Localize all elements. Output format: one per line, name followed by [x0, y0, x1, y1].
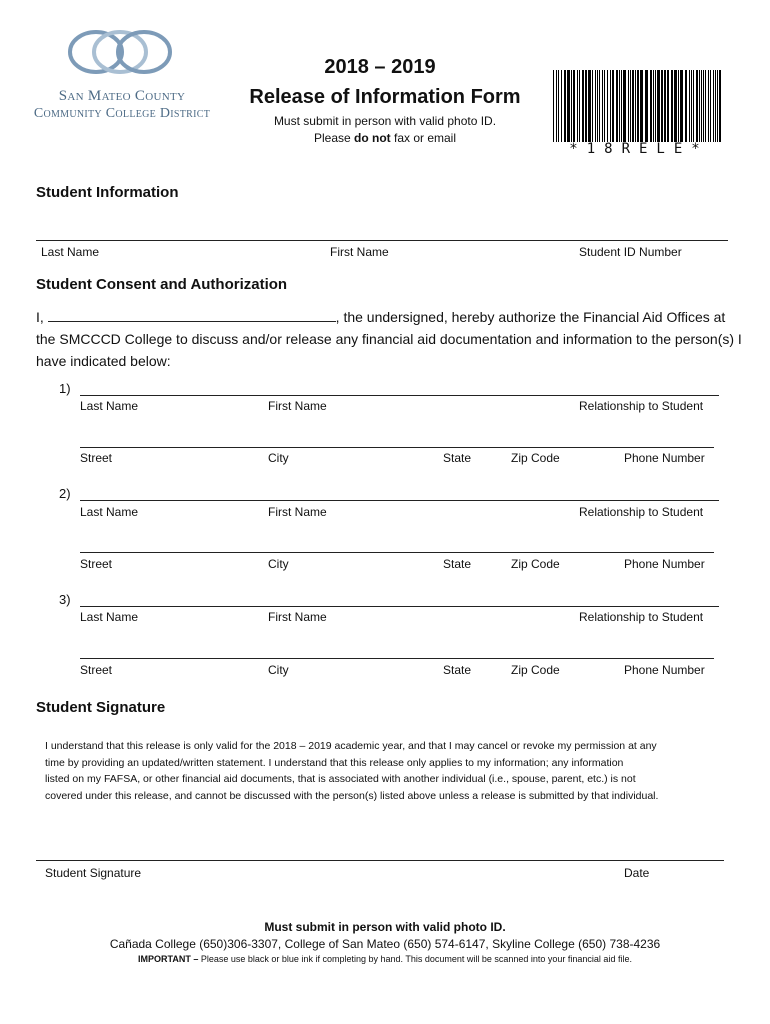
entry-1-phone-label: Phone Number [624, 451, 705, 465]
entry-1-city-label: City [268, 451, 289, 465]
important-bold: IMPORTANT – [138, 954, 201, 964]
entry-2-address-line[interactable] [80, 552, 714, 553]
student-info-line[interactable] [36, 240, 728, 241]
form-subtitle-2 [240, 131, 530, 145]
entry-1-first-name-label: First Name [268, 399, 327, 413]
entry-2-last-name-label: Last Name [80, 505, 139, 519]
entry-3-street-label: Street [80, 663, 113, 677]
consent-name-blank[interactable] [48, 307, 336, 322]
entry-1-last-name-label: Last Name [80, 399, 139, 413]
entry-2-relationship-label: Relationship to Student [579, 505, 704, 519]
entry-1-address-line[interactable] [80, 447, 714, 448]
entry-3-state-label: State [443, 663, 472, 677]
form-subtitle-1: Must submit in person with valid photo ID. [273, 114, 497, 128]
entry-2-phone-label: Phone Number [624, 557, 705, 571]
student-info-heading: Student Information [36, 184, 179, 201]
student-first-name-label: First Name [330, 245, 389, 259]
entry-3-first-name-label: First Name [268, 610, 327, 624]
barcode-text: *18RELE* [569, 141, 709, 157]
signature-statement [45, 738, 735, 804]
student-id-label: Student ID Number [579, 245, 682, 259]
consent-line-1 [36, 306, 736, 328]
entry-3-last-name-label: Last Name [80, 610, 139, 624]
entry-3-name-line[interactable] [80, 606, 719, 607]
subtitle-2-pre: Please [313, 131, 354, 145]
entry-1-name-line[interactable] [80, 395, 719, 396]
entry-3-city-label: City [268, 663, 289, 677]
consent-heading: Student Consent and Authorization [36, 276, 288, 293]
entry-2-first-name-label: First Name [268, 505, 327, 519]
consent-line-2: the SMCCCD College to discuss and/or release any financial aid documentation and information to the person(s) I [36, 331, 742, 347]
subtitle-2-post: fax or email [390, 131, 457, 145]
statement-line-3: listed on my FAFSA, or other financial aid documents, that is associated with another individual (i.e., spouse, parent, etc.) is not [45, 773, 636, 785]
consent-line-3: have indicated below: [36, 353, 171, 369]
consent-line1-pre: I, [36, 309, 48, 325]
entry-3-relationship-label: Relationship to Student [579, 610, 704, 624]
statement-line-1: I understand that this release is only valid for the 2018 – 2019 academic year, and that I may cancel or revoke my permission at any [45, 740, 657, 752]
entry-1-number: 1) [59, 381, 71, 396]
entry-2-city-label: City [268, 557, 289, 571]
form-year: 2018 – 2019 [324, 56, 436, 78]
important-text: Please use black or blue ink if completing by hand. This document will be scanned into your financial aid file. [200, 954, 632, 964]
footer-important [0, 954, 770, 964]
entry-2-state-label: State [443, 557, 472, 571]
barcode-bars-icon [551, 70, 727, 142]
entry-2-zip-label: Zip Code [511, 557, 560, 571]
barcode [551, 70, 727, 157]
footer-colleges: Cañada College (650)306-3307, College of San Mateo (650) 574-6147, Skyline College (650) 738-4236 [109, 937, 661, 951]
footer-must-submit: Must submit in person with valid photo ID. [264, 920, 506, 934]
form-title: Release of Information Form [249, 86, 521, 108]
student-last-name-label: Last Name [41, 245, 100, 259]
signature-heading: Student Signature [36, 699, 166, 716]
date-label: Date [624, 866, 650, 880]
entry-2-street-label: Street [80, 557, 113, 571]
entry-2-name-line[interactable] [80, 500, 719, 501]
signature-line[interactable] [36, 860, 724, 861]
entry-1-relationship-label: Relationship to Student [579, 399, 704, 413]
logo-text-line2: Community College District [33, 106, 211, 121]
entry-2-number: 2) [59, 486, 71, 501]
consent-line1-post: , the undersigned, hereby authorize the Financial Aid Offices at [335, 309, 726, 325]
signature-label: Student Signature [45, 866, 142, 880]
statement-line-2: time by providing an updated/written statement. I understand that this release only applies to my information; any information [45, 756, 624, 769]
subtitle-2-bold: do not [354, 131, 391, 145]
logo-text-line1: San Mateo County [58, 88, 186, 104]
district-logo [32, 26, 212, 126]
entry-1-zip-label: Zip Code [511, 451, 560, 465]
entry-1-street-label: Street [80, 451, 113, 465]
statement-line-4: covered under this release, and cannot be discussed with the person(s) listed above unless a release is submitted by that individual. [45, 789, 659, 802]
entry-1-state-label: State [443, 451, 472, 465]
entry-3-number: 3) [59, 592, 71, 607]
entry-3-zip-label: Zip Code [511, 663, 560, 677]
entry-3-phone-label: Phone Number [624, 663, 705, 677]
entry-3-address-line[interactable] [80, 658, 714, 659]
